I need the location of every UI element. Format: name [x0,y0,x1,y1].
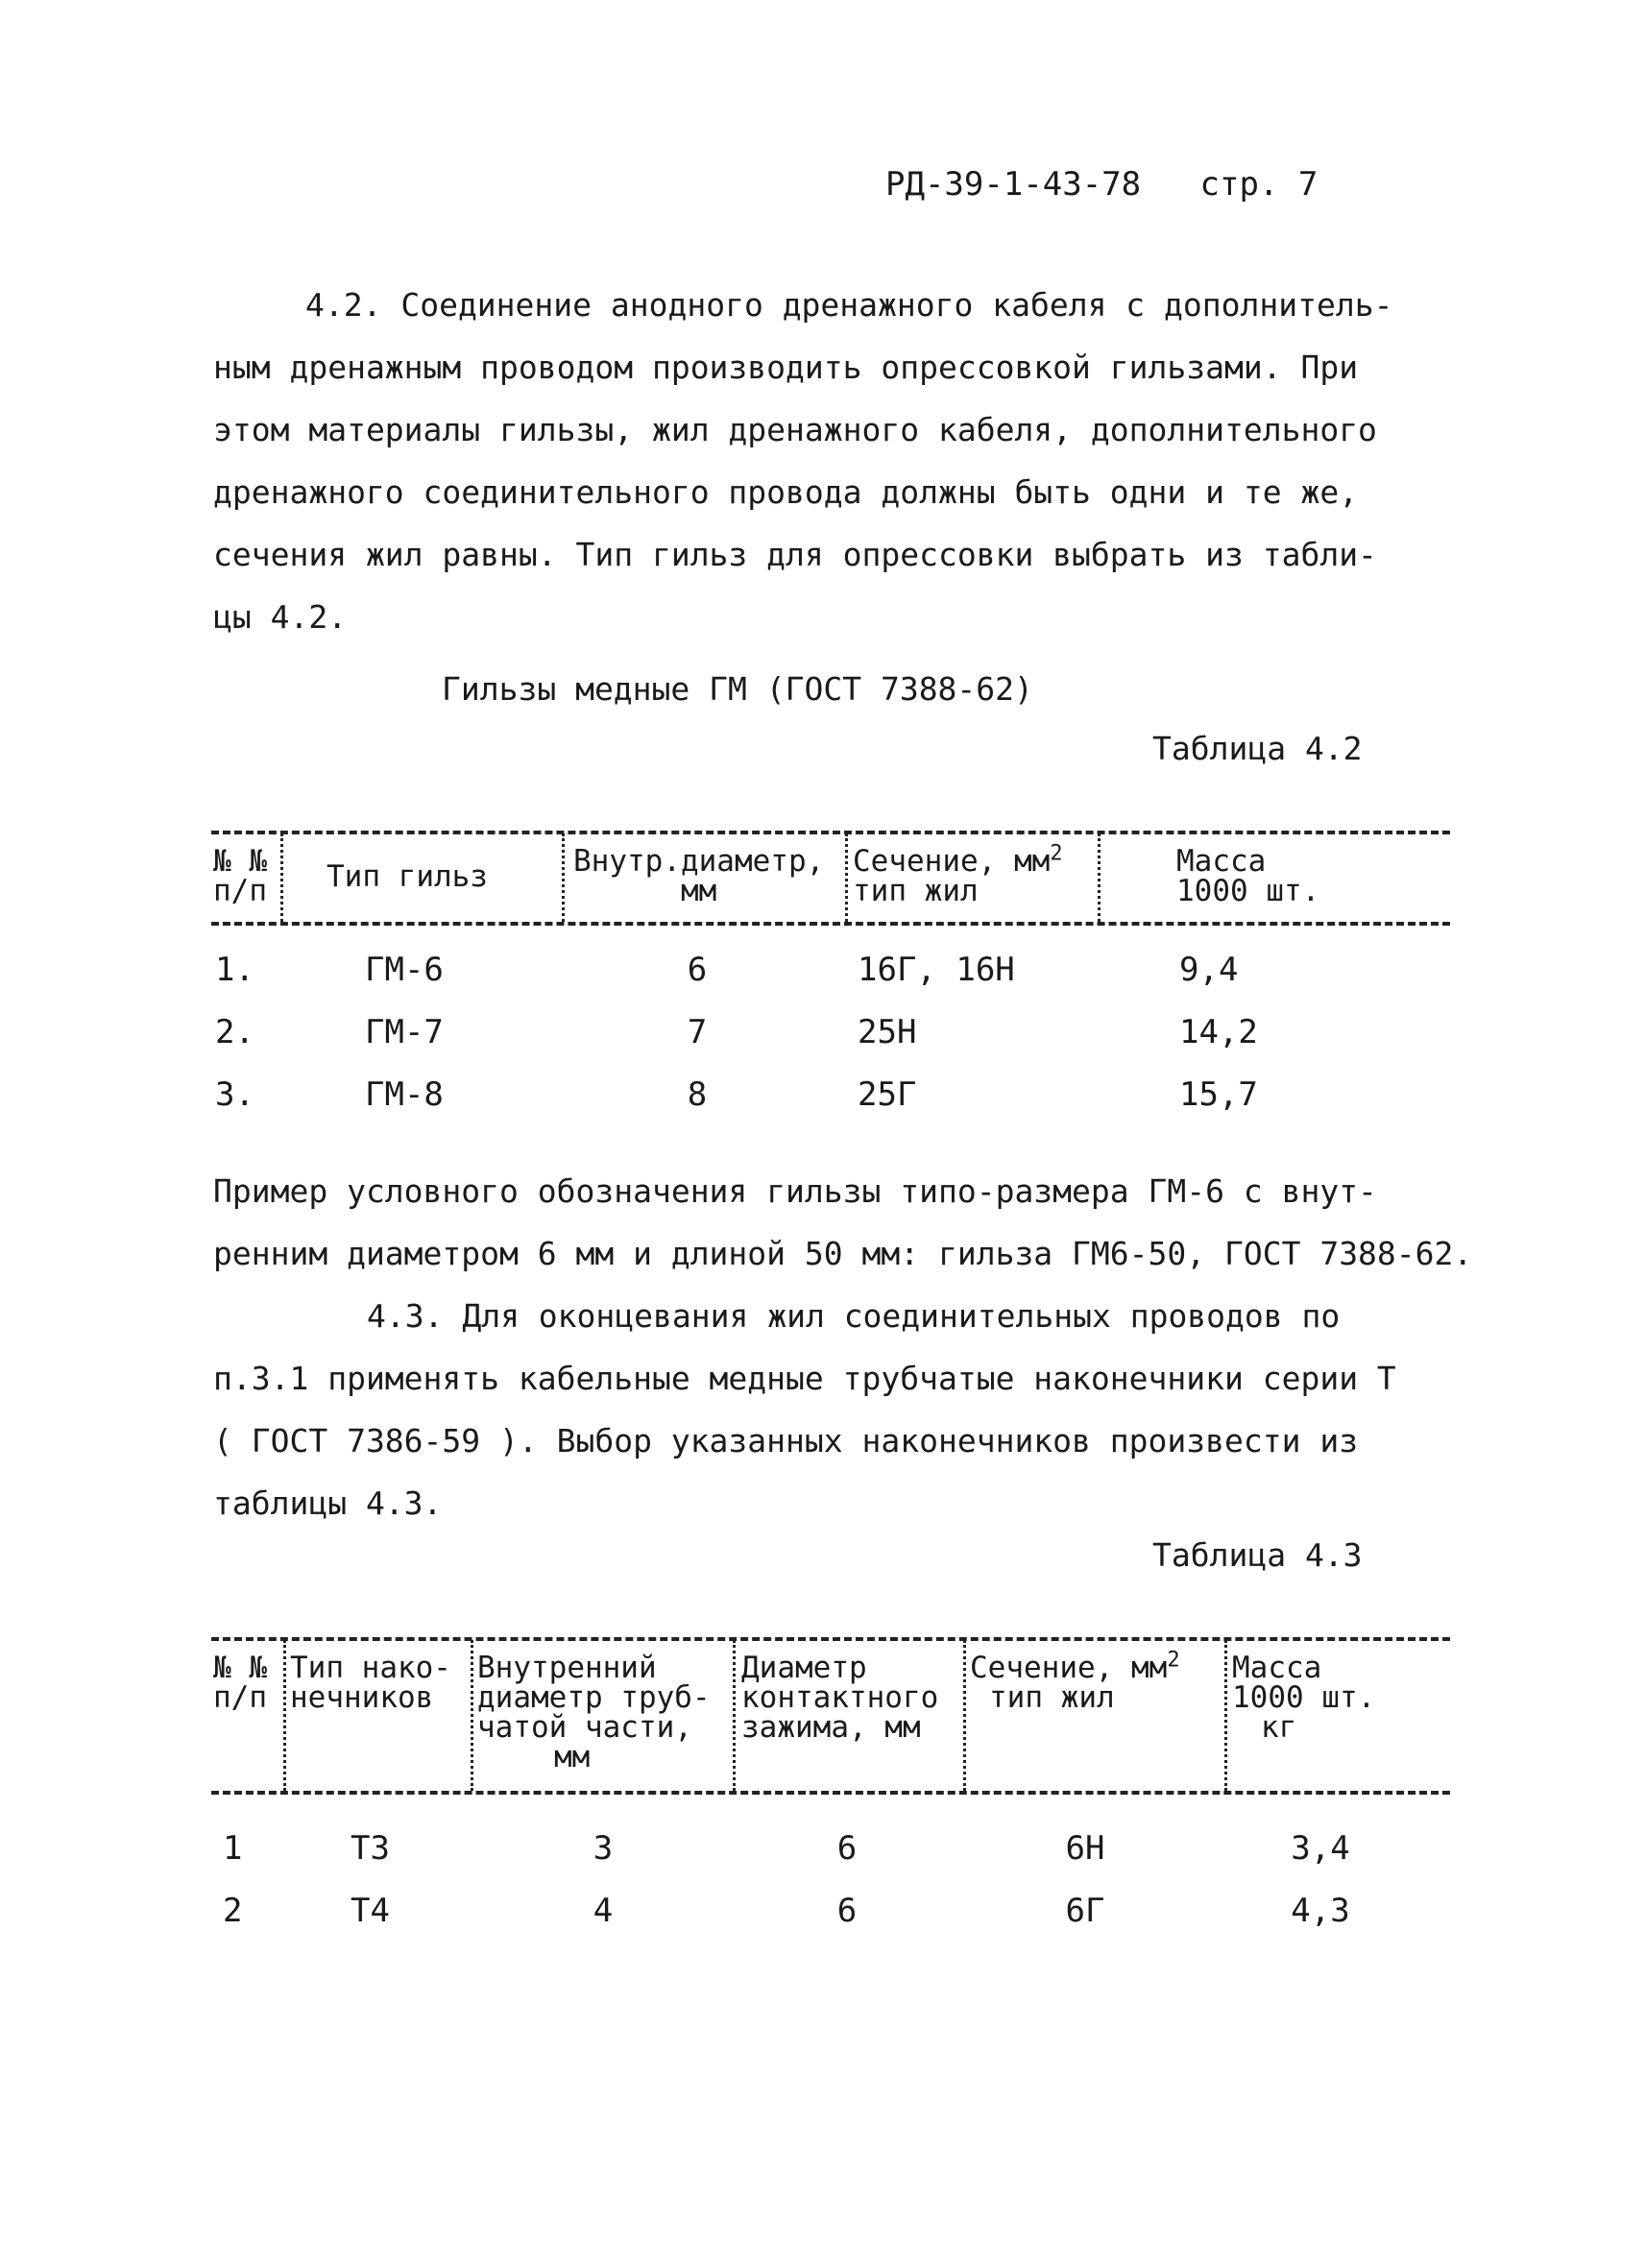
cell-inner-diameter: 3 [593,1829,614,1868]
paragraph-line: таблицы 4.3. [213,1484,443,1522]
paragraph-line: п.3.1 применять кабельные медные трубчатые наконечники серии Т [213,1360,1396,1397]
cell-section: 6Г [1065,1892,1105,1930]
header-mass: Масса 1000 шт. кг [1232,1651,1376,1745]
cell-type: ГМ-7 [365,1013,444,1051]
header-type: Тип гильз [327,859,488,894]
table-4-2-caption: Гильзы медные ГМ (ГОСТ 7388-62) [442,670,1033,708]
paragraph-line: дренажного соединительного провода должны быть одни и те же, [213,473,1359,511]
column-divider [1224,1640,1227,1791]
table-4-2-label: Таблица 4.2 [1152,730,1363,767]
cell-mass: 3,4 [1291,1829,1350,1868]
example-designation [213,1160,1472,1285]
header-section: Сечение, $мм^2$ тип жил [970,1648,1180,1715]
cell-section: 6Н [1065,1829,1105,1868]
paragraph-line: ренним диаметром 6 мм и длиной 50 мм: гильза ГМ6-50, ГОСТ 7388-62. [213,1235,1473,1272]
paragraph-4-3 [213,1285,1396,1534]
column-divider [283,1640,286,1791]
cell-num: 2. [215,1013,254,1051]
section-unit: мм [1013,844,1051,879]
column-divider [963,1640,966,1791]
header-num: № № п/п [213,1651,267,1715]
cell-num: 1 [223,1829,243,1868]
paragraph-line: цы 4.2. [213,598,348,636]
table-4-3-label: Таблица 4.3 [1152,1536,1363,1574]
cell-num: 3. [215,1075,254,1114]
paragraph-line: 4.3. Для оконцевания жил соединительных проводов по [367,1297,1341,1335]
cell-inner-diameter: 4 [593,1892,614,1930]
header-section: Сечение, $мм^2$ тип жил [853,841,1063,908]
cell-mass: 15,7 [1179,1075,1258,1114]
section-unit: мм [1130,1651,1168,1685]
cell-clamp-diameter: 6 [836,1892,858,1930]
paragraph-line: сечения жил равны. Тип гильз для опрессовки выбрать из табли- [213,536,1377,573]
cell-num: 1. [215,951,254,989]
cell-mass: 4,3 [1291,1892,1350,1930]
page-number: стр. 7 [1199,165,1318,204]
column-divider [562,833,565,922]
table-rule [211,831,1450,834]
table-rule [211,922,1450,926]
cell-section: 16Г, 16Н [858,951,1015,989]
cell-type: Т3 [351,1829,390,1868]
paragraph-4-2 [213,274,1392,648]
cell-section: 25Г [858,1075,917,1114]
column-divider [845,833,848,922]
column-divider [280,833,283,922]
paragraph-line: 4.2. Соединение анодного дренажного кабеля с дополнитель- [305,286,1393,324]
paragraph-line: этом материалы гильзы, жил дренажного кабеля, дополнительного [213,411,1377,448]
cell-type: ГМ-6 [365,951,444,989]
column-divider [1098,833,1101,922]
header-inner-diameter: Внутренний диаметр труб- чатой части, мм [477,1651,711,1774]
document-code: РД-39-1-43-78 [885,165,1142,204]
page-header [885,165,1318,204]
cell-num: 2 [223,1892,243,1930]
column-divider [471,1640,473,1791]
cell-diameter: 7 [687,1013,708,1051]
paragraph-line: ным дренажным проводом производить опрессовкой гильзами. При [213,349,1359,386]
paragraph-line: ( ГОСТ 7386-59 ). Выбор указанных наконечников произвести из [213,1422,1359,1460]
table-rule [211,1637,1450,1641]
table-rule [211,1791,1450,1795]
column-divider [733,1640,736,1791]
cell-mass: 14,2 [1179,1013,1258,1051]
cell-diameter: 8 [687,1075,708,1114]
cell-clamp-diameter: 6 [836,1829,858,1868]
header-mass: Масса 1000 шт. [1176,844,1320,908]
paragraph-line: Пример условного обозначения гильзы типо-размера ГМ-6 с внут- [213,1172,1377,1210]
header-num: № № п/п [213,844,267,908]
cell-diameter: 6 [687,951,708,989]
header-type: Тип нако- нечников [290,1651,451,1715]
header-clamp-diameter: Диаметр контактного зажима, мм [741,1651,939,1745]
cell-type: ГМ-8 [365,1075,444,1114]
cell-section: 25Н [858,1013,917,1051]
cell-mass: 9,4 [1179,951,1239,989]
cell-type: Т4 [351,1892,390,1930]
header-diameter: Внутр.диаметр, мм [573,844,825,908]
